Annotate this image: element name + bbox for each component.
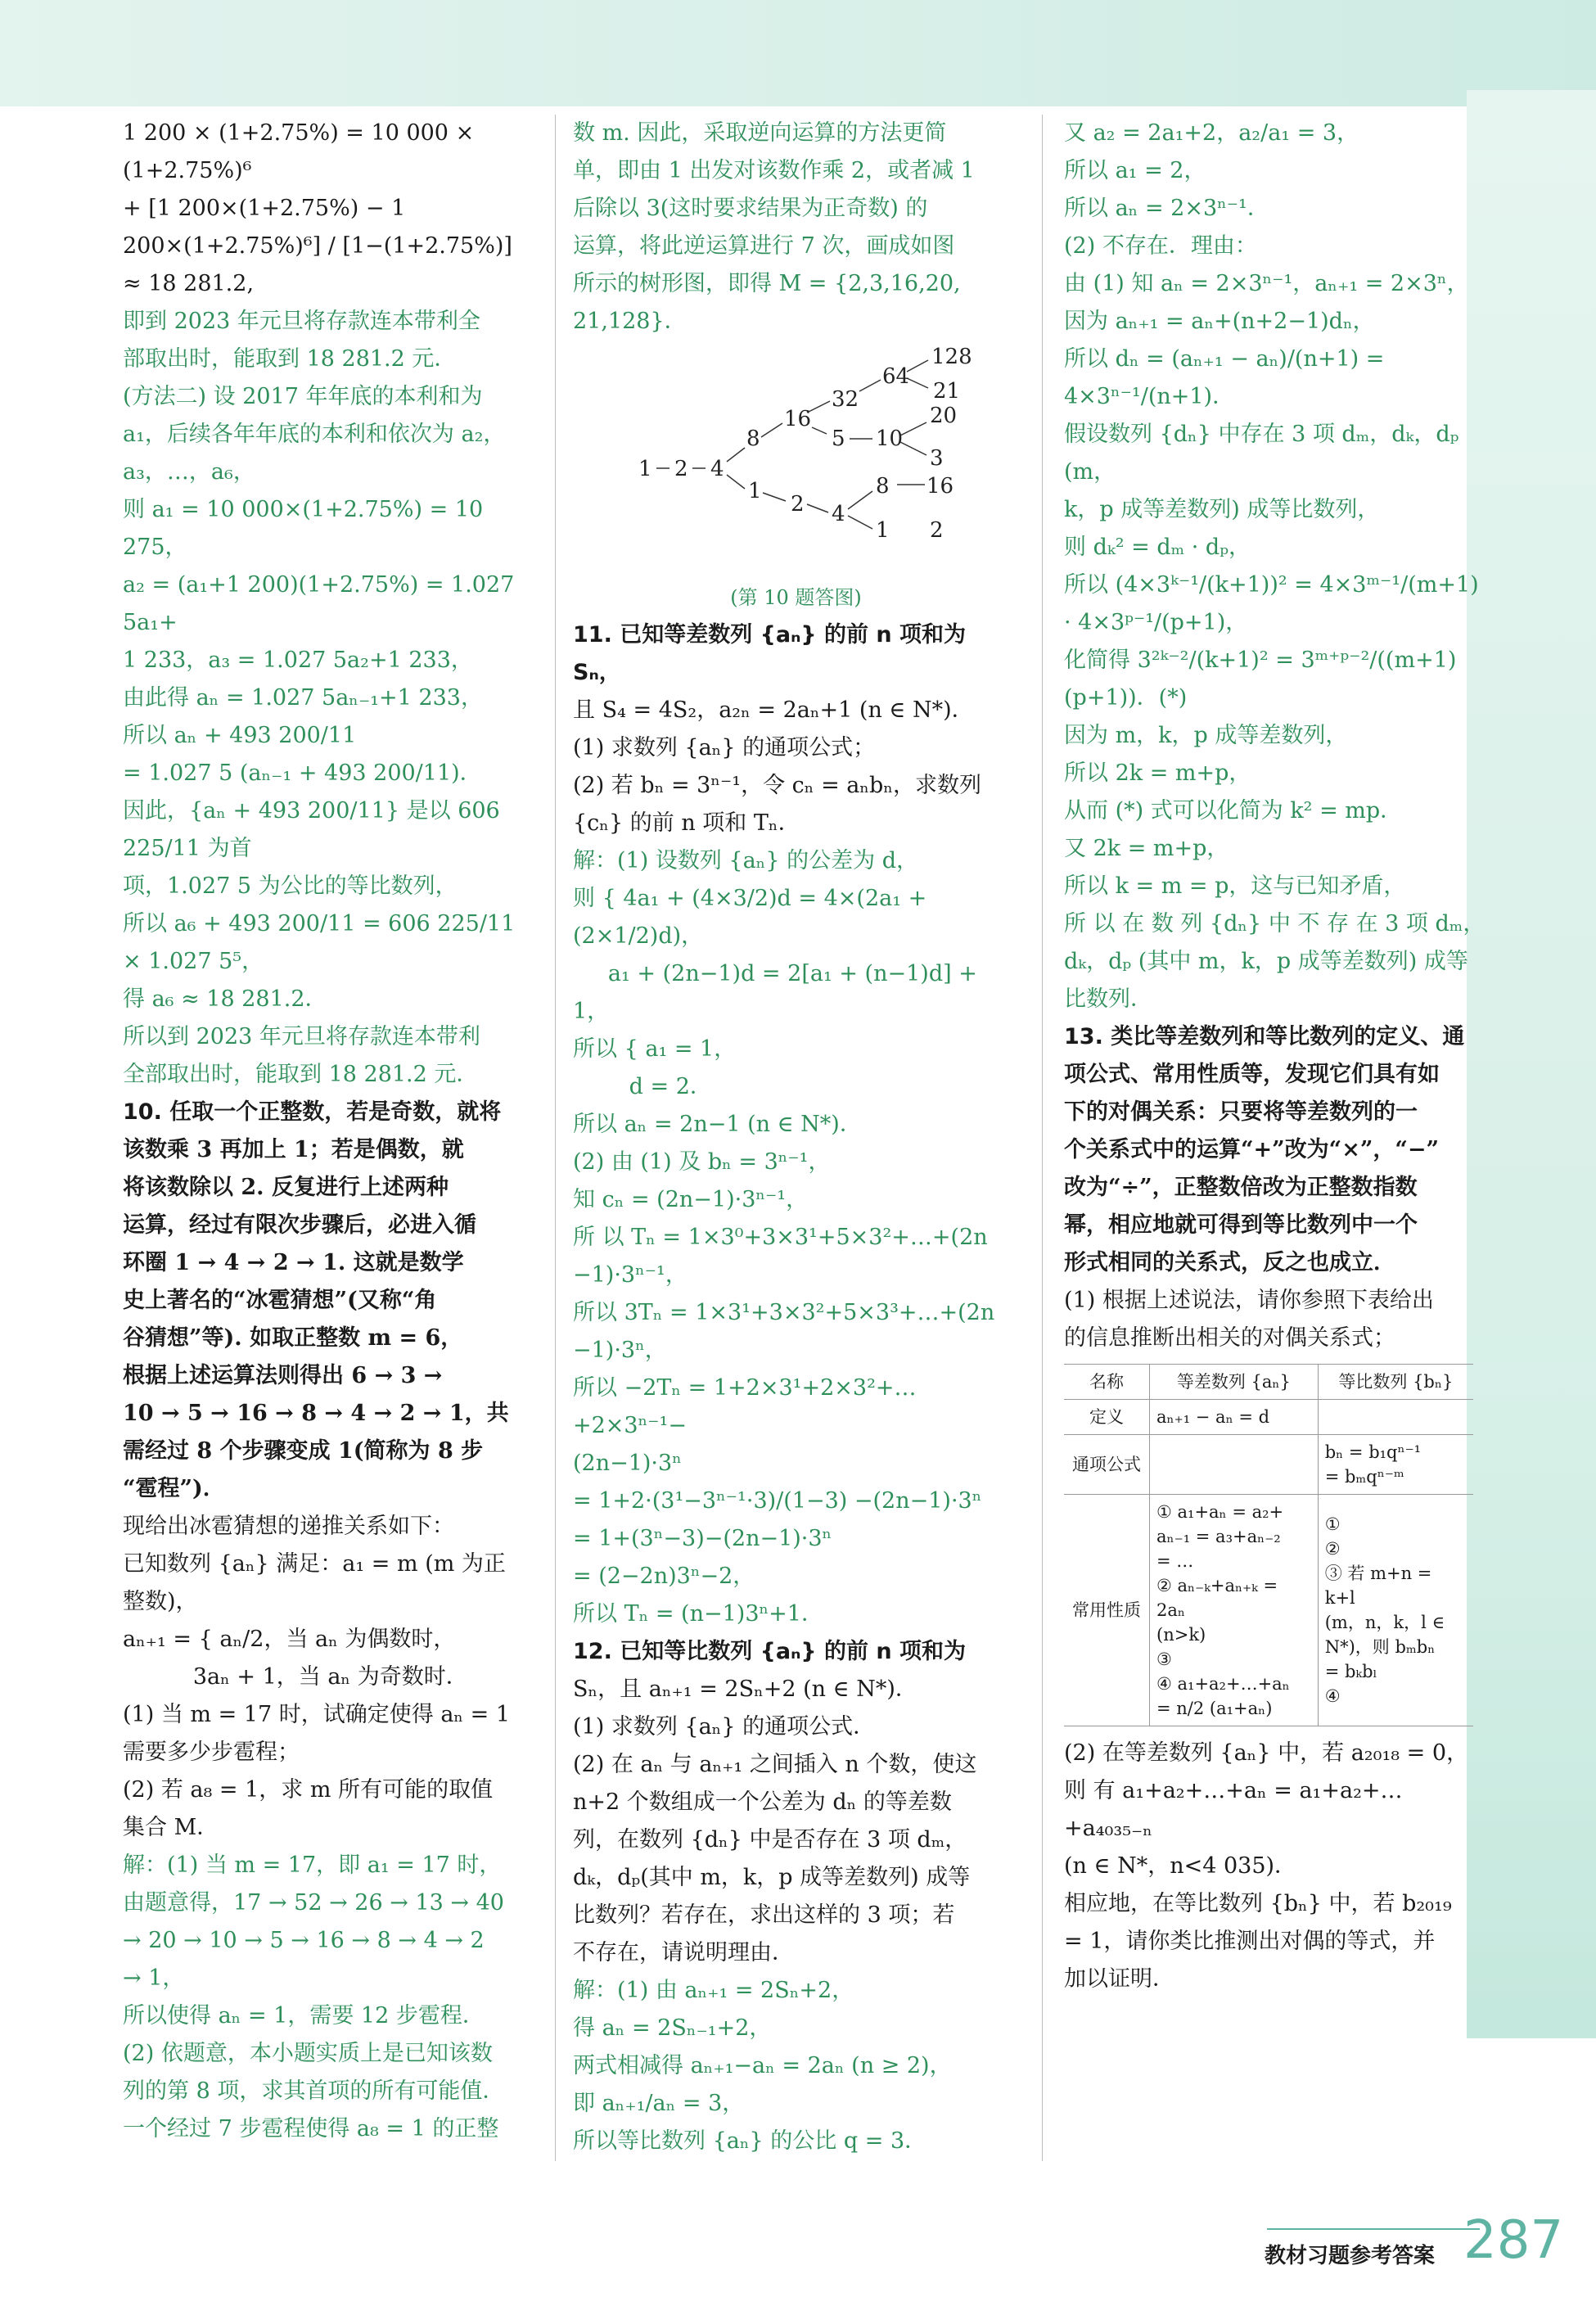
tree-node: 32 [832,387,859,412]
tree-node: 128 [931,345,972,369]
text-line: 该数乘 3 再加上 1；若是偶数，就 [123,1137,464,1162]
table-header: 等比数列 {bₙ} [1318,1365,1473,1400]
text-line: 所以 aₙ = 2n−1 (n ∈ N*)． [573,1112,862,1137]
text-line: n+2 个数组成一个公差为 dₙ 的等差数 [573,1789,952,1815]
text-line: 得 a₆ ≈ 18 281.2． [123,986,327,1012]
column-middle [573,115,1019,2160]
cell-line: = bₘqⁿ⁻ᵐ [1324,1467,1404,1487]
text-line: 后除以 3(这时要求结果为正奇数) 的 [573,196,928,221]
tree-node: 2 [930,518,944,543]
text-line: 所 以 在 数 列 {dₙ} 中 不 存 在 3 项 dₘ， [1064,911,1486,936]
text-line: 谷猜想”等). 如取正整数 m = 6， [123,1325,463,1351]
cell-line: bₙ = b₁qⁿ⁻¹ [1324,1442,1422,1462]
text-line: dₖ，dₚ (其中 m，k，p 成等差数列) 成等 [1064,949,1468,974]
text-line: 因此，{aₙ + 493 200/11} 是以 606 225/11 为首 [123,798,507,861]
cell-line: N*)，则 bₘbₙ [1324,1637,1436,1657]
cell-line: ② [1324,1539,1341,1559]
text-line: 由 (1) 知 aₙ = 2×3ⁿ⁻¹，aₙ₊₁ = 2×3ⁿ， [1064,271,1469,296]
text-line: a₃，…，a₆， [123,459,255,485]
tree-node: 2 [791,492,805,517]
cell-line: ③ 若 m+n = k+l [1324,1564,1432,1608]
text-line: −1)·3ⁿ⁻¹， [573,1262,688,1288]
text-line: 单，即由 1 出发对该数作乘 2，或者减 1 [573,158,975,183]
text-line: a₁ + (2n−1)d = 2[a₁ + (n−1)d] + 1， [573,961,985,1024]
cell-line: ④ a₁+a₂+…+aₙ [1156,1674,1290,1694]
cell-line: = n/2 (a₁+aₙ) [1156,1699,1273,1718]
text-line: (1) 当 m = 17 时，试确定使得 aₙ = 1 [123,1702,511,1727]
text-line: 一个经过 7 步雹程使得 a₈ = 1 的正整 [123,2116,499,2141]
cell-line: ② aₙ₋ₖ+aₙ₊ₖ = 2aₙ [1156,1576,1278,1620]
row-name: 通项公式 [1064,1435,1150,1495]
text-line: 列的第 8 项，求其首项的所有可能值． [123,2078,505,2104]
text-line: 形式相同的关系式，反之也成立． [1064,1250,1395,1275]
cell-line: = bₖbₗ [1324,1662,1377,1681]
text-line: 所以 a₁ = 2， [1064,158,1206,183]
text-line: 不存在，请说明理由． [573,1940,794,1965]
text-line: 所以 k = m = p，这与已知矛盾， [1064,873,1406,899]
text-line: 11. 已知等差数列 {aₙ} 的前 n 项和为 Sₙ， [573,622,974,685]
text-line: 假设数列 {dₙ} 中存在 3 项 dₘ，dₖ，dₚ (m， [1064,422,1467,485]
problem-10-answer-continued [573,115,1019,341]
text-line: 13. 类比等差数列和等比数列的定义、通 [1064,1024,1465,1049]
geo-cell [1318,1495,1473,1726]
problems-11-12 [573,616,1019,2160]
table-row [1064,1495,1473,1726]
arith-cell [1150,1400,1319,1435]
table-row [1064,1435,1473,1495]
text-line: 现给出冰雹猜想的递推关系如下： [123,1514,454,1539]
text-line: 3aₙ + 1，当 aₙ 为奇数时． [123,1664,468,1690]
text-line: (2) 由 (1) 及 bₙ = 3ⁿ⁻¹， [573,1149,831,1175]
text-line: = 1，请你类比推测出对偶的等式，并 [1064,1929,1436,1954]
text-line: 比数列． [1064,986,1152,1012]
text-line: 需要多少步雹程； [123,1740,300,1765]
tree-node: 2 [674,457,688,481]
text-line: 则 有 a₁+a₂+…+aₙ = a₁+a₂+…+a₄₀₃₅₋ₙ [1064,1778,1403,1841]
text-line: 所以等比数列 {aₙ} 的公比 q = 3． [573,2128,927,2154]
text-line: (2) 依题意，本小题实质上是已知该数 [123,2041,493,2066]
tree-node: 21 [933,379,961,404]
text-line: d = 2． [573,1074,712,1099]
text-line: 部取出时，能取到 18 281.2 元． [123,346,457,372]
text-line: 解：(1) 设数列 {aₙ} 的公差为 d， [573,848,918,873]
text-line: (n ∈ N*，n<4 035)． [1064,1853,1297,1879]
text-line: 从而 (*) 式可以化简为 k² = mp． [1064,798,1403,824]
text-line: 所以 dₙ = (aₙ₊₁ − aₙ)/(n+1) = 4×3ⁿ⁻¹/(n+1)． [1064,346,1391,409]
text-line: 则 a₁ = 10 000×(1+2.75%) = 10 275， [123,497,490,560]
text-line: (2) 在等差数列 {aₙ} 中，若 a₂₀₁₈ = 0， [1064,1740,1469,1766]
text-line: 全部取出时，能取到 18 281.2 元． [123,1062,479,1087]
footer-label: 教材习题参考答案 [1265,2244,1436,2268]
text-line: = 1+(3ⁿ−3)−(2n−1)·3ⁿ [573,1526,832,1551]
tree-node: 3 [930,446,944,471]
text-line: 比数列？若存在，求出这样的 3 项；若 [573,1902,955,1928]
tree-node: 10 [876,426,904,451]
text-line: 得 aₙ = 2Sₙ₋₁+2， [573,2015,772,2041]
tree-node: 64 [882,364,910,389]
text-line: aₙ₊₁ = { aₙ/2，当 aₙ 为偶数时， [123,1627,456,1652]
text-line: 下的对偶关系：只要将等差数列的一 [1064,1099,1418,1125]
text-line: 因为 aₙ₊₁ = aₙ+(n+2−1)dₙ， [1064,309,1375,334]
text-line: 整数)， [123,1589,198,1614]
duality-table [1064,1364,1473,1726]
text-line: 环圈 1 → 4 → 2 → 1. 这就是数学 [123,1250,464,1275]
top-decor-band [0,0,1596,106]
table-row [1064,1400,1473,1435]
text-line: 集合 M． [123,1815,219,1840]
table-header-row [1064,1365,1473,1400]
footer-rule [1267,2228,1480,2230]
cell-line: (n>k) [1156,1625,1206,1645]
text-line: 解：(1) 当 m = 17，即 a₁ = 17 时， [123,1852,502,1878]
geo-cell [1318,1435,1473,1495]
text-line: 将该数除以 2. 反复进行上述两种 [123,1175,449,1200]
hailstone-tree-diagram [622,345,974,566]
tree-node: 1 [748,479,762,503]
text-line: 已知数列 {aₙ} 满足：a₁ = m (m 为正 [123,1551,506,1577]
text-line: 1 200 × (1+2.75%) = 10 000 × (1+2.75%)⁶ [123,120,481,183]
tree-node: 16 [784,407,812,431]
text-line: 1 233，a₃ = 1.027 5a₂+1 233， [123,648,473,673]
text-line: 由此得 aₙ = 1.027 5aₙ₋₁+1 233， [123,685,483,711]
tree-node: 8 [746,426,760,451]
text-line: → 20 → 10 → 5 → 16 → 8 → 4 → 2 [123,1928,485,1953]
text-line: → 1， [123,1965,185,1991]
tree-node: 1 [638,457,652,481]
table-header: 名称 [1064,1365,1150,1400]
text-line: 所以 a₆ + 493 200/11 = 606 225/11 × 1.027 5⁵， [123,911,522,974]
text-line: 相应地，在等比数列 {bₙ} 中，若 b₂₀₁₉ [1064,1891,1452,1916]
cell-line: aₙ₋₁ = a₃+aₙ₋₂ [1156,1527,1281,1546]
text-line: (1) 根据上述说法，请你参照下表给出 [1064,1288,1434,1313]
text-line: 所以 2k = m+p， [1064,760,1251,786]
row-name: 定义 [1064,1400,1150,1435]
text-line: 所以 (4×3ᵏ⁻¹/(k+1))² = 4×3ᵐ⁻¹/(m+1) · 4×3ᵖ⁻¹/(p+1)， [1064,572,1486,635]
row-name: 常用性质 [1064,1495,1150,1726]
text-line: + [1 200×(1+2.75%) − 1 200×(1+2.75%)⁶] / [1−(1+2.75%)] [123,196,512,259]
text-line: “雹程”)． [123,1476,225,1501]
column-divider [1042,115,1043,2161]
text-line: 所以 3Tₙ = 1×3¹+3×3²+5×3³+…+(2n [573,1300,995,1325]
text-line: = 1+2·(3¹−3ⁿ⁻¹·3)/(1−3) −(2n−1)·3ⁿ [573,1488,982,1514]
text-line: 运算，将此逆运算进行 7 次，画成如图 [573,233,955,259]
text-line: 所示的树形图，即得 M = {2,3,16,20, [573,271,961,296]
text-line: a₁，后续各年年底的本利和依次为 a₂， [123,422,506,447]
problem-13-part2 [1064,1735,1490,1998]
text-line: 加以证明． [1064,1966,1174,1992]
cell-line: (m，n，k，l ∈ [1324,1613,1445,1632]
text-line: (2) 若 bₙ = 3ⁿ⁻¹，令 cₙ = aₙbₙ，求数列 [573,773,982,798]
text-line: 又 2k = m+p， [1064,836,1229,861]
text-line: 知 cₙ = (2n−1)·3ⁿ⁻¹， [573,1187,809,1212]
cell-line: ④ [1324,1686,1341,1706]
column-divider [555,115,556,2161]
tree-node: 4 [710,457,724,481]
text-line: (2) 不存在．理由： [1064,233,1257,259]
tree-caption: (第 10 题答图) [730,586,862,609]
text-line: (1) 求数列 {aₙ} 的通项公式． [573,1714,876,1740]
cell-line: aₙ₊₁ − aₙ = d [1156,1407,1270,1427]
cell-line: = … [1156,1551,1194,1571]
text-line: (1) 求数列 {aₙ} 的通项公式； [573,735,876,760]
text-line: 因为 m，k，p 成等差数列， [1064,723,1348,748]
tree-node: 8 [876,474,890,499]
text-line: 且 S₄ = 4S₂，a₂ₙ = 2aₙ+1 (n ∈ N*)． [573,697,974,723]
text-line: (2) 若 a₈ = 1，求 m 所有可能的取值 [123,1777,494,1803]
text-line: 解：(1) 由 aₙ₊₁ = 2Sₙ+2， [573,1978,854,2003]
text-line: 所以 aₙ = 2×3ⁿ⁻¹． [1064,196,1269,221]
text-line: (方法二) 设 2017 年年底的本利和为 [123,384,483,409]
text-line: 则 { 4a₁ + (4×3/2)d = 4×(2a₁ + (2×1/2)d)， [573,886,934,949]
tree-node: 20 [930,404,958,428]
text-line: (2n−1)·3ⁿ [573,1451,682,1476]
text-line: 两式相减得 aₙ₊₁−aₙ = 2aₙ (n ≥ 2)， [573,2053,952,2078]
text-line: 12. 已知等比数列 {aₙ} 的前 n 项和为 [573,1639,967,1664]
tree-node: 4 [832,502,845,526]
text-line: a₂ = (a₁+1 200)(1+2.75%) = 1.027 5a₁+ [123,572,521,635]
text-line: ≈ 18 281.2, [123,271,255,296]
table-header: 等差数列 {aₙ} [1150,1365,1319,1400]
text-line: 根据上述运算法则得出 6 → 3 → [123,1363,443,1388]
text-line: Sₙ，且 aₙ₊₁ = 2Sₙ+2 (n ∈ N*)． [573,1676,917,1702]
text-line: 运算，经过有限次步骤后，必进入循 [123,1212,476,1238]
tree-node: 16 [926,474,954,499]
text-line: −1)·3ⁿ， [573,1338,667,1363]
text-line: 由题意得，17 → 52 → 26 → 13 → 40 [123,1890,504,1916]
text-line: 列，在数列 {dₙ} 中是否存在 3 项 dₘ， [573,1827,967,1852]
tree-node: 1 [876,518,890,543]
text-line: 史上著名的“冰雹猜想”(又称“角 [123,1288,437,1313]
arith-cell [1150,1435,1319,1495]
text-line: dₖ，dₚ(其中 m，k，p 成等差数列) 成等 [573,1865,971,1890]
text-line: 所以 −2Tₙ = 1+2×3¹+2×3²+…+2×3ⁿ⁻¹− [573,1375,917,1438]
text-line: 项，1.027 5 为公比的等比数列， [123,873,458,899]
text-line: = 1.027 5 (aₙ₋₁ + 493 200/11)． [123,760,482,786]
tree-node: 5 [832,426,845,451]
text-line: 又 a₂ = 2a₁+2，a₂/a₁ = 3， [1064,120,1359,146]
text-line: 所以到 2023 年元旦将存款连本带利 [123,1024,480,1049]
text-line: {cₙ} 的前 n 项和 Tₙ． [573,810,800,836]
text-line: 数 m. 因此，采取逆向运算的方法更简 [573,120,947,146]
cell-line: ③ [1156,1649,1172,1669]
text-line: 改为“÷”，正整数倍改为正整数指数 [1064,1175,1418,1200]
text-line: 10. 任取一个正整数，若是奇数，就将 [123,1099,502,1125]
arith-cell [1150,1495,1319,1726]
column-left [123,115,540,2148]
text-line: 所以 { a₁ = 1， [573,1036,737,1062]
text-line: 21,128}． [573,309,687,334]
text-line: 项公式、常用性质等，发现它们具有如 [1064,1062,1440,1087]
text-line: 个关系式中的运算“+”改为“×”，“−” [1064,1137,1440,1162]
text-line: 10 → 5 → 16 → 8 → 4 → 2 → 1，共 [123,1401,509,1426]
cell-line: ① a₁+aₙ = a₂+ [1156,1502,1284,1522]
text-line: 所 以 Tₙ = 1×3⁰+3×3¹+5×3²+…+(2n [573,1225,988,1250]
text-line: 即到 2023 年元旦将存款连本带利全 [123,309,480,334]
text-line: = (2−2n)3ⁿ−2， [573,1564,755,1589]
text-line: 需经过 8 个步骤变成 1(简称为 8 步 [123,1438,484,1464]
geo-cell [1318,1400,1473,1435]
text-line: 化简得 3²ᵏ⁻²/(k+1)² = 3ᵐ⁺ᵖ⁻²/((m+1)(p+1))．(*) [1064,648,1457,711]
text-line: 即 aₙ₊₁/aₙ = 3， [573,2091,745,2116]
text-line: 所以使得 aₙ = 1，需要 12 步雹程． [123,2003,485,2028]
column-right [1064,115,1490,1998]
text-line: 的信息推断出相关的对偶关系式； [1064,1325,1395,1351]
text-line: 所以 aₙ + 493 200/11 [123,723,357,748]
text-line: (2) 在 aₙ 与 aₙ₊₁ 之间插入 n 个数，使这 [573,1752,977,1777]
problem-12-13 [1064,115,1490,1357]
text-line: 所以 Tₙ = (n−1)3ⁿ+1． [573,1601,823,1627]
text-line: 幂，相应地就可得到等比数列中一个 [1064,1212,1418,1238]
text-line: 则 dₖ² = dₘ · dₚ， [1064,535,1251,560]
cell-line: ① [1324,1514,1341,1534]
page-number: 287 [1463,2210,1564,2271]
text-line: k，p 成等差数列) 成等比数列， [1064,497,1380,522]
